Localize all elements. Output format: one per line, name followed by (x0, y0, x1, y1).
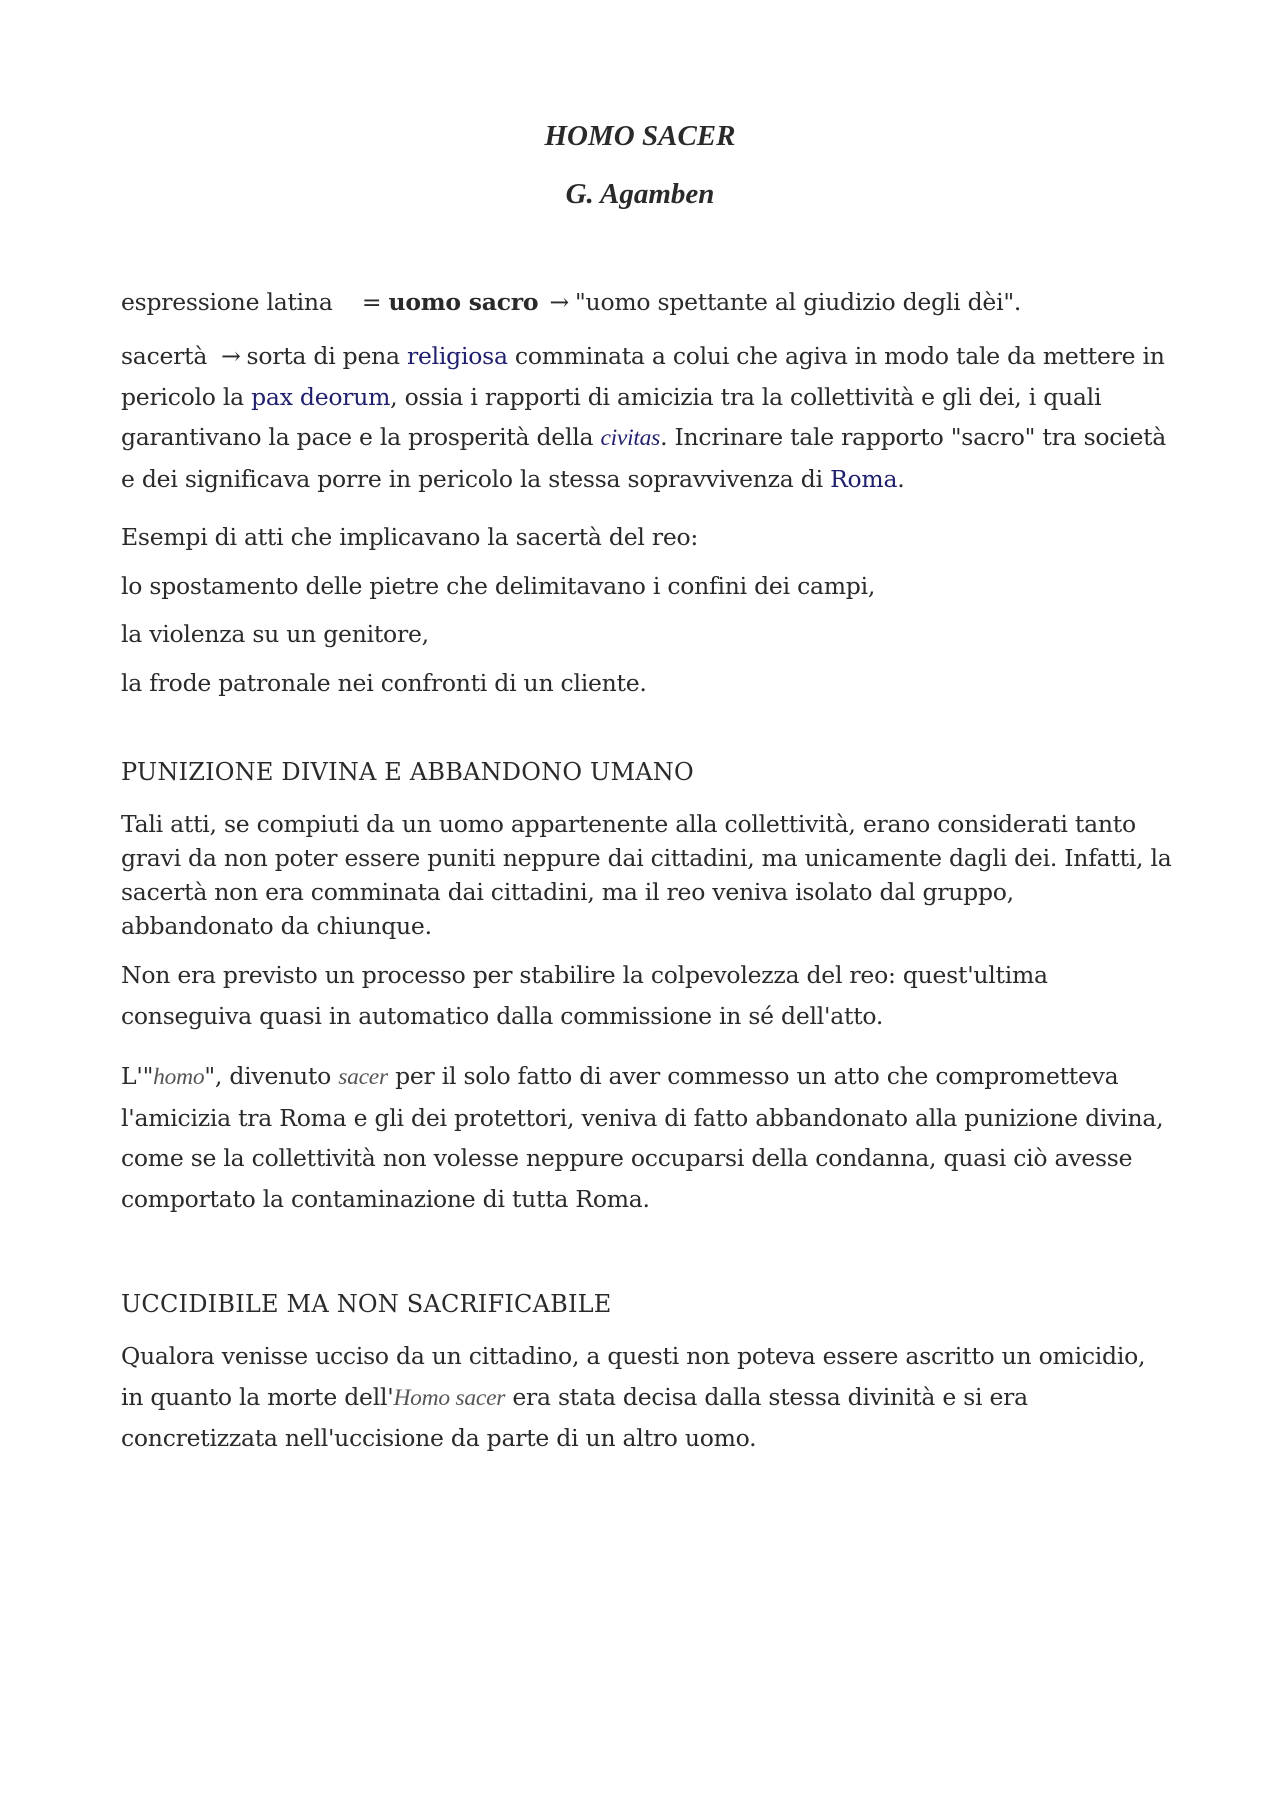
examples-intro: Esempi di atti che implicavano la sacertà del reo: (121, 523, 699, 551)
paragraph-line: comportato la contaminazione di tutta Roma. (121, 1184, 650, 1213)
intro-text: espressione latina (121, 288, 333, 316)
link-religiosa[interactable]: religiosa (407, 342, 508, 370)
term-sacer: sacer (338, 1064, 388, 1090)
document-author: G. Agamben (565, 178, 715, 210)
example-item: lo spostamento delle pietre che delimitavano i confini dei campi, (121, 572, 876, 600)
arrow-icon: → (549, 288, 569, 316)
example-item: la frode patronale nei confronti di un cliente. (121, 669, 647, 697)
paragraph-line: Non era previsto un processo per stabilire la colpevolezza del reo: quest'ultima (121, 961, 1048, 989)
paragraph-line: concretizzata nell'uccisione da parte di un altro uomo. (121, 1424, 757, 1452)
paragraph-line: Tali atti, se compiuti da un uomo appartenente alla collettività, erano considerati tanto (121, 810, 1136, 838)
paragraph-line: Qualora venisse ucciso da un cittadino, a questi non poteva essere ascritto un omicidio, (121, 1342, 1146, 1370)
section-heading-punizione: PUNIZIONE DIVINA E ABBANDONO UMANO (121, 758, 694, 786)
paragraph-line: l'amicizia tra Roma e gli dei protettori, veniva di fatto abbandonato alla punizione divina, (121, 1103, 1164, 1132)
paragraph-line: pericolo la pax deorum, ossia i rapporti di amicizia tra la collettività e gli dei, i quali (121, 382, 1102, 411)
intro-line (121, 282, 1161, 323)
paragraph-line: e dei significava porre in pericolo la stessa sopravvivenza di Roma. (121, 464, 905, 493)
paragraph-line: L'"homo", divenuto sacer per il solo fatto di aver commesso un atto che comprometteva (121, 1062, 1119, 1090)
intro-definition: "uomo spettante al giudizio degli dèi". (575, 288, 1022, 316)
paragraph-line: gravi da non poter essere puniti neppure dai cittadini, ma unicamente dagli dei. Infatti, la (121, 844, 1172, 872)
intro-equals: = (361, 288, 389, 316)
paragraph-line: sacertà non era comminata dai cittadini, ma il reo veniva isolato dal gruppo, (121, 878, 1014, 906)
link-roma[interactable]: Roma (830, 464, 898, 493)
intro-bold-term: uomo sacro (388, 288, 539, 316)
example-item: la violenza su un genitore, (121, 620, 429, 648)
paragraph-sacerta (121, 336, 1167, 499)
document-title: HOMO SACER (544, 120, 736, 152)
arrow-icon: → (221, 342, 241, 370)
paragraph-line: come se la collettività non volesse neppure occuparsi della condanna, quasi ciò avesse (121, 1144, 1133, 1172)
paragraph-homo (121, 1056, 1164, 1219)
link-pax-deorum[interactable]: pax deorum (251, 382, 391, 411)
paragraph-line: garantivano la pace e la prosperità della civitas. Incrinare tale rapporto "sacro" tra società (121, 423, 1167, 451)
term-homo: homo (153, 1064, 205, 1090)
paragraph-line: in quanto la morte dell'Homo sacer era stata decisa dalla stessa divinità e si era (121, 1382, 1028, 1411)
paragraph-line: conseguiva quasi in automatico dalla commissione in sé dell'atto. (121, 1001, 884, 1030)
section-heading-uccidibile: UCCIDIBILE MA NON SACRIFICABILE (121, 1290, 612, 1318)
paragraph-tali-atti (121, 807, 1172, 943)
paragraph-line: sacertà → sorta di pena religiosa comminata a colui che agiva in modo tale da mettere in (121, 342, 1165, 370)
paragraph-processo (121, 955, 1161, 1036)
paragraph-line: abbandonato da chiunque. (121, 912, 432, 940)
term-homo-sacer: Homo sacer (393, 1384, 506, 1411)
paragraph-qualora (121, 1336, 1161, 1459)
link-civitas[interactable]: civitas (600, 425, 661, 451)
